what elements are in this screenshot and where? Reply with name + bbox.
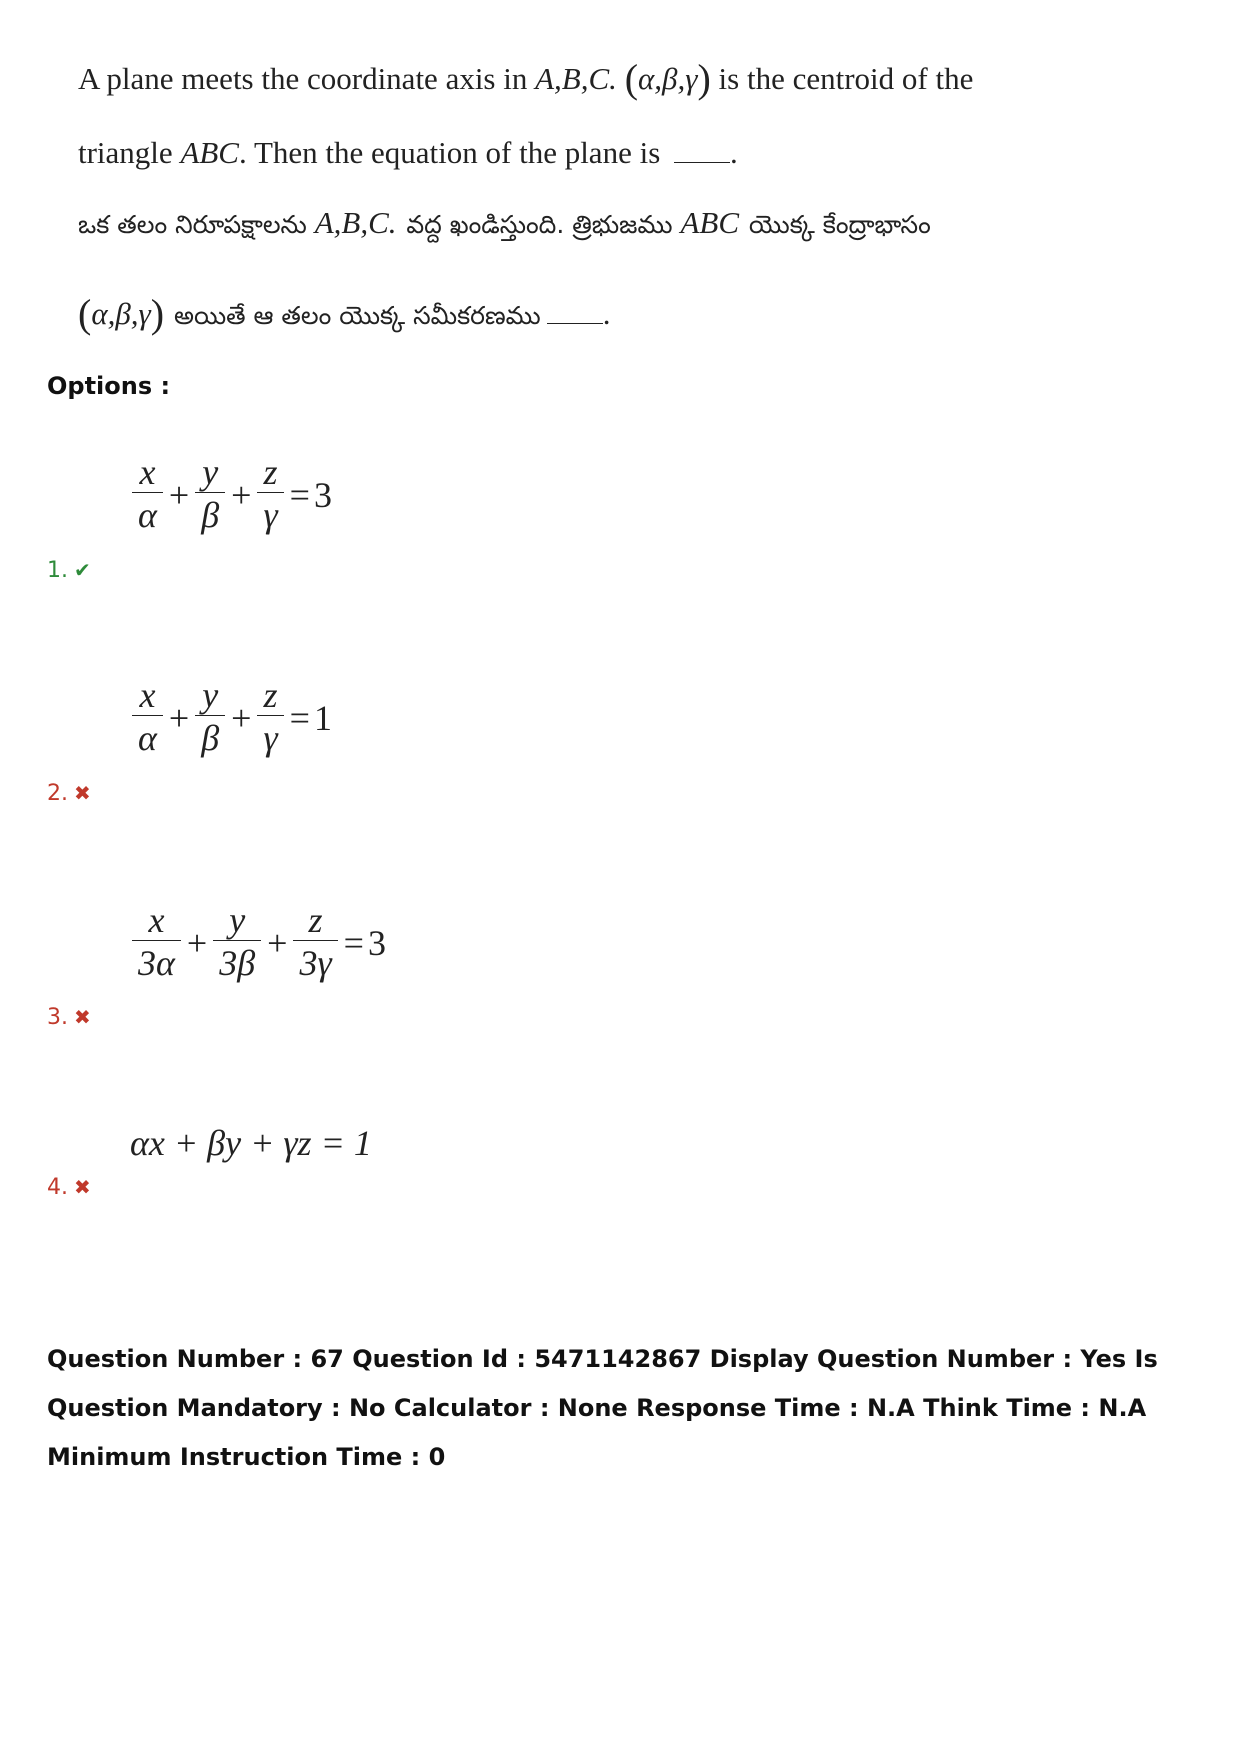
question-text: is the centroid of the <box>718 61 974 96</box>
options-label: Options : <box>47 372 171 400</box>
points-label: A,B,C. <box>314 205 397 240</box>
option-2-number: 2. ✖ <box>47 781 91 806</box>
question-line-te-2: (α,β,γ) అయితే ఆ తలం యొక్క సమీకరణము . <box>78 291 611 336</box>
option-4-equation: αx + βy + γz = 1 <box>130 1123 372 1163</box>
question-text: . Then the equation of the plane is <box>239 135 669 170</box>
telugu-text: యొక్క కేంద్రాభాసం <box>748 210 931 239</box>
question-text: . <box>602 296 611 331</box>
cross-icon: ✖ <box>74 1005 91 1029</box>
triangle-label: ABC <box>180 135 239 170</box>
question-text: A plane meets the coordinate axis in <box>78 61 536 96</box>
option-1-equation: $\frac{x}{\alpha}$ + $\frac{y}{\beta}$ + $\frac{z}{\gamma}$ = 3 <box>130 452 332 537</box>
points-label: A,B,C. <box>535 61 617 96</box>
option-1-number: 1. ✔ <box>47 558 91 583</box>
option-2-equation: $\frac{x}{\alpha}$ + $\frac{y}{\beta}$ + $\frac{z}{\gamma}$ = 1 <box>130 675 332 760</box>
answer-blank <box>547 323 603 324</box>
question-text: triangle <box>78 135 181 170</box>
triangle-label: ABC <box>680 205 740 240</box>
question-line-1: A plane meets the coordinate axis in A,B,C. (α,β,γ) is the centroid of the <box>78 56 974 101</box>
check-icon: ✔ <box>74 558 91 582</box>
cross-icon: ✖ <box>74 1175 91 1199</box>
cross-icon: ✖ <box>74 781 91 805</box>
option-3-equation: $\frac{x}{3\alpha}$ + $\frac{y}{3\beta}$ + $\frac{z}{3\gamma}$ = 3 <box>130 900 386 985</box>
question-text: . <box>730 135 738 170</box>
centroid-tuple: α,β,γ <box>91 296 151 331</box>
answer-blank <box>674 162 730 163</box>
telugu-text: అయితే ఆ తలం యొక్క సమీకరణము <box>173 301 541 330</box>
telugu-text: వద్ద ఖండిస్తుంది. త్రిభుజము <box>406 210 681 239</box>
question-line-2 <box>78 135 738 171</box>
question-meta: Question Number : 67 Question Id : 5471142867 Display Question Number : Yes Is Question Mandatory : No Calculator : None Response Time : N.A Think Time : N.A Minimum Instruction Time : 0 <box>47 1345 1158 1471</box>
option-3-number: 3. ✖ <box>47 1005 91 1030</box>
option-4-number: 4. ✖ <box>47 1175 91 1200</box>
telugu-text: ఒక తలం నిరూపక్షాలను <box>78 210 315 239</box>
question-line-te-1 <box>78 205 931 246</box>
centroid-tuple: α,β,γ <box>638 61 698 96</box>
